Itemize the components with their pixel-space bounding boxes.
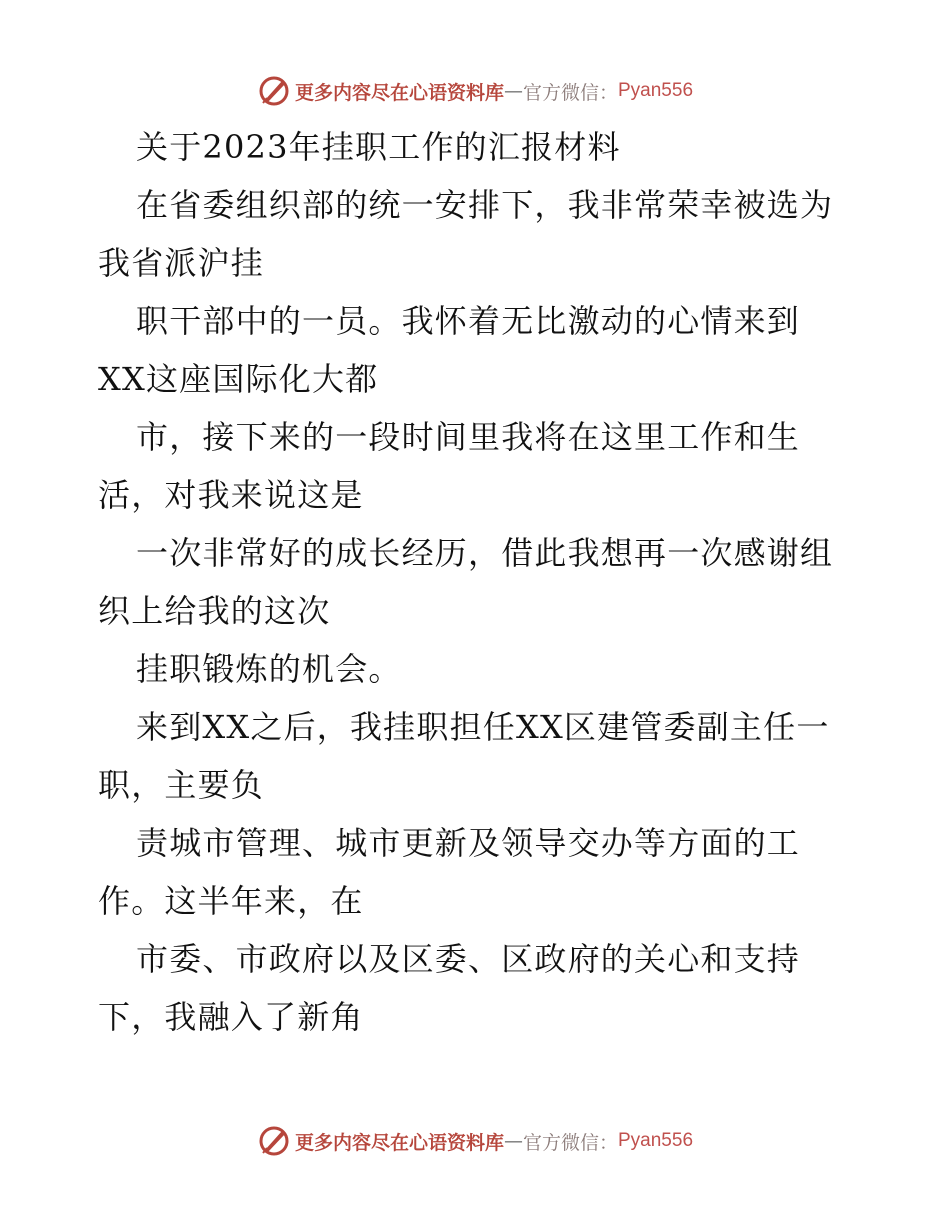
watermark-site-name: 更多内容尽在心语资料库 [294, 81, 504, 104]
watermark-wechat-id: Pyan556 [618, 80, 694, 101]
watermark-wechat-id: Pyan556 [618, 1130, 694, 1151]
text-line: 在省委组织部的统一安排下，我非常荣幸被选为 [136, 186, 834, 224]
quill-logo-icon [257, 1124, 291, 1158]
text-line: 市委、市政府以及区委、区政府的关心和支持 [136, 940, 801, 978]
watermark-wechat-label: 官方微信： [522, 81, 618, 104]
quill-logo-icon [257, 74, 291, 108]
text-line: XX这座国际化大都 [98, 360, 379, 398]
text-line: 一次非常好的成长经历，借此我想再一次感谢组 [136, 534, 834, 572]
text-line: 来到XX之后，我挂职担任XX区建管委副主任一 [136, 708, 830, 746]
text-line: 职干部中的一员。我怀着无比激动的心情来到 [136, 302, 801, 340]
text-line: 织上给我的这次 [98, 592, 331, 630]
watermark-wechat-label: 官方微信： [522, 1131, 618, 1154]
text-line: 责城市管理、城市更新及领导交办等方面的工 [136, 824, 801, 862]
watermark-separator: — [503, 80, 523, 102]
text-line: 活，对我来说这是 [98, 476, 364, 514]
footer-watermark [0, 1122, 950, 1160]
watermark-separator: — [503, 1130, 523, 1152]
text-line: 挂职锻炼的机会。 [136, 650, 402, 688]
text-line: 下，我融入了新角 [98, 998, 364, 1036]
watermark-site-name: 更多内容尽在心语资料库 [294, 1131, 504, 1154]
text-line: 作。这半年来，在 [98, 882, 364, 920]
text-line: 职，主要负 [98, 766, 265, 804]
document-body [98, 118, 858, 1046]
header-watermark [0, 72, 950, 110]
text-line: 关于2023年挂职工作的汇报材料 [136, 128, 621, 166]
text-line: 我省派沪挂 [98, 244, 265, 282]
text-line: 市，接下来的一段时间里我将在这里工作和生 [136, 418, 801, 456]
